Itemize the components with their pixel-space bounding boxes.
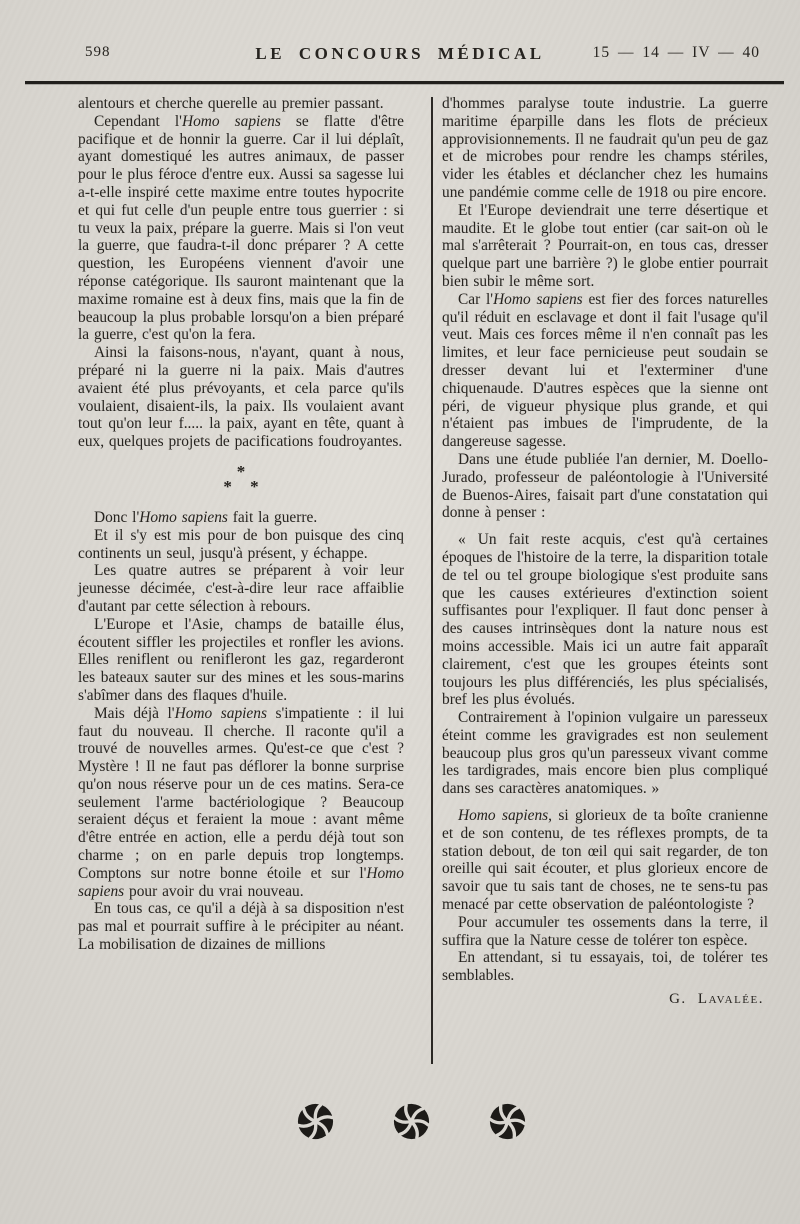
pinwheel-ornament-icon (295, 1101, 336, 1142)
paragraph: En tous cas, ce qu'il a déjà à sa disposition n'est pas mal et pourrait suffire à le précipiter au néant. La mobilisation de dizaines de millions (78, 900, 404, 954)
paragraph: alentours et cherche querelle au premier passant. (78, 95, 384, 112)
paragraph: d'hommes paralyse toute industrie. La guerre maritime éparpille dans les flots de précieux approvisionnements. Il ne faudrait qu'un peu de gaz et de microbes pour rendre les champs stériles, vider les étables et déclancher chez les humains une pandémie comme celle de 1918 ou pire encore. (442, 95, 768, 201)
column-divider-rule (431, 97, 433, 1064)
paragraph: Ainsi la faisons-nous, n'ayant, quant à nous, préparé ni la guerre ni la paix. Mais d'autres avaient été plus prévoyants, et cela parce qu'ils voulaient, disaient-ils, la paix. Ils voulaient avant tout qu'on leur f..... la paix, ayant en tête, quant à eux, quelques projets de pacifications foudroyantes. (78, 344, 404, 451)
paragraph: Pour accumuler tes ossements dans la terre, il suffira que la Nature cesse de tolérer ton espèce. (442, 913, 768, 949)
paragraph: Homo sapiens, si glorieux de ta boîte cranienne et de son contenu, de tes réflexes prompts, de ta station debout, de ton œil qui sait regarder, de ton oreille qui sait écouter, et plus glorieux encore de savoir que tu sais tant de choses, ne te sens-tu pas menacé par cette observation de paléontologiste ? (442, 807, 768, 914)
article-body (0, 84, 800, 1064)
paragraph: « Un fait reste acquis, c'est qu'à certaines époques de l'histoire de la terre, la disparition totale de tel ou tel groupe biologique s'est produite sans que les causes extérieures d'extinction soient suffisantes pour l'expliquer. Il faut donc penser à des causes intrinsèques dont la nature nous est moins accessible. Mais ici un autre fait apparaît clairement, c'est que les groupes éteints sont toujours les plus différenciés, les plus spécialisés, bref les plus évolués. (442, 531, 768, 709)
left-column (78, 95, 404, 1064)
paragraph: Car l'Homo sapiens est fier des forces naturelles qu'il réduit en esclavage et dont il fait l'usage qu'il veut. Mais ces forces même il n'en connaît pas les limites, et leur face pernicieuse peut soudain se dresser devant lui et l'exterminer d'une chiquenaude. D'autres espèces que la sienne ont péri, de vigueur physique plus grande, et qui n'étaient pas imbues de l'imprudente, de la dangereuse sagesse. (442, 290, 768, 451)
paragraph: Mais déjà l'Homo sapiens s'impatiente : il lui faut du nouveau. Il cherche. Il raconte qu'il a trouvé de nouvelles armes. Qu'est-ce que c'est ? Mystère ! Il ne faut pas déflorer la bonne surprise qu'on nous réserve pour un de ces matins. Sera-ce seulement l'arme bactériologique ? Beaucoup seraient déçus et feraient la moue : avant même d'être entrée en action, elle a perdu déjà tout son charme ; on en parle depuis trop longtemps. Comptons sur notre bonne étoile et sur l'Homo sapiens pour avoir du vrai nouveau. (78, 704, 404, 900)
paragraph: Les quatre autres se préparent à voir leur jeunesse décimée, c'est-à-dire leur race affaiblie d'autant par cette sélection à rebours. (78, 562, 404, 615)
issue-info: 15 — 14 — IV — 40 (592, 44, 760, 61)
journal-title: LE CONCOURS MÉDICAL (255, 44, 545, 63)
page-number: 598 (85, 44, 111, 60)
author-signature: G. Lavalée. (669, 991, 764, 1008)
pinwheel-ornament-icon (479, 1093, 537, 1151)
paragraph: Cependant l'Homo sapiens se flatte d'être pacifique et de honnir la guerre. Car il lui déplaît, ayant domestiqué les autres animaux, de passer pour le plus féroce d'entre eux. Aussi sa sagesse lui a-t-elle inspiré cette maxime entre toutes hypocrite et qui fut celle d'un peuple entre tous guerrier : si tu veux la paix, prépare la guerre. Mais si l'on veut la guerre, que faudra-t-il donc préparer ? A cette question, les Européens viennent d'avoir une réponse catégorique. Ils sauront maintenant que la maxime romaine est à deux fins, mais que la fin de beaucoup la plus probable lorsqu'on a bien préparé la guerre, c'est qu'on la fera. (78, 112, 405, 344)
paragraph: Contrairement à l'opinion vulgaire un paresseux éteint comme les gravigrades est non seulement beaucoup plus gros qu'un paresseux vivant comme les tardigrades, mais encore bien plus compliqué dans ses caractères anatomiques. » (442, 709, 768, 798)
paragraph: Dans une étude publiée l'an dernier, M. Doello-Jurado, professeur de paléontologie à l'Université de Buenos-Aires, faisait part d'une constatation qui donne à penser : (442, 450, 768, 522)
paragraph: Et il s'y est mis pour de bon puisque des cinq continents un seul, jusqu'à présent, y échappe. (78, 526, 404, 562)
paragraph: Et l'Europe deviendrait une terre désertique et maudite. Et le globe tout entier (car sait-on où le mal s'arrêterait ? Pourrait-on, en tous cas, dresser quelque part une barrière ?) le globe entier pourrait bien subir le même sort. (442, 201, 768, 290)
paragraph: En attendant, si tu essayais, toi, de tolérer tes semblables. (442, 949, 768, 985)
pinwheel-ornament-icon (384, 1094, 438, 1148)
asterism-separator: * * * (223, 461, 259, 496)
paragraph: L'Europe et l'Asie, champs de bataille élus, écoutent siffler les projectiles et ronfler les avions. Elles reniflent ou renifleront les gaz, regarderont les bateaux sauter sur des mines et les sous-marins s'abîmer dans des flaques d'huile. (78, 615, 404, 704)
right-column (442, 95, 768, 1064)
page-header (0, 0, 800, 70)
paragraph: Donc l'Homo sapiens fait la guerre. (94, 508, 318, 526)
footer-ornaments (295, 1101, 528, 1142)
